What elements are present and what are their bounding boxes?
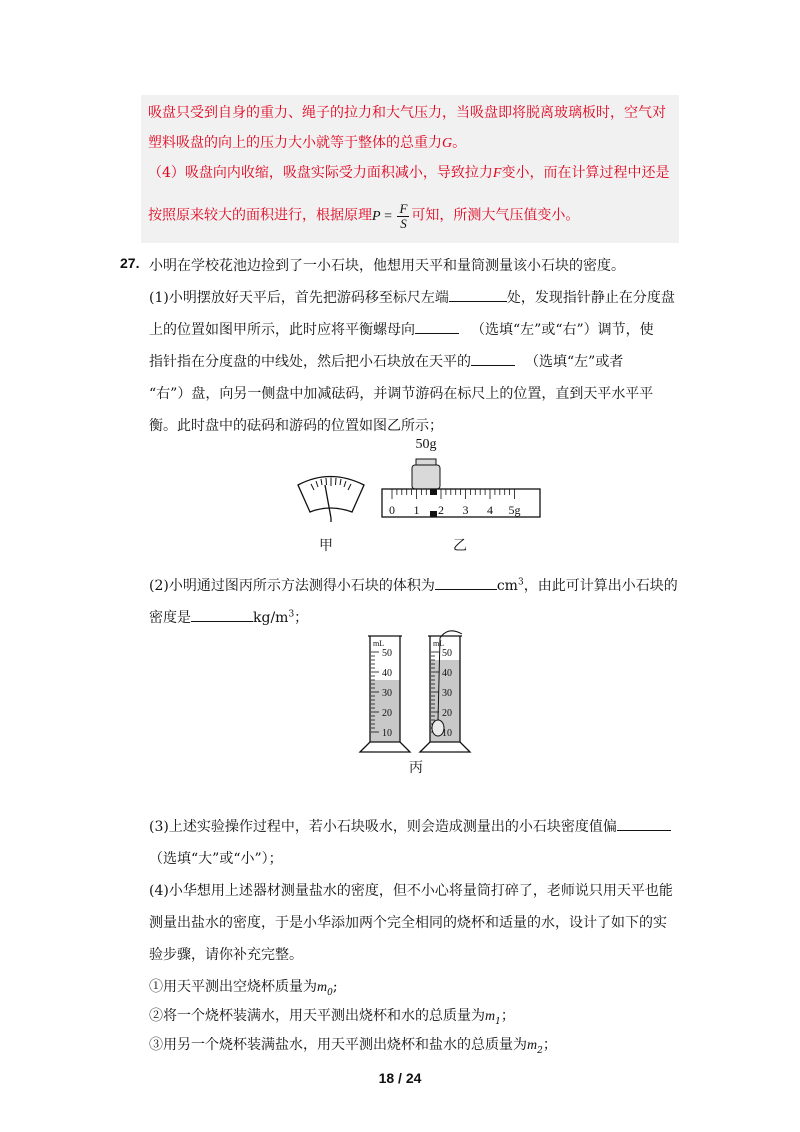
text: 处，发现指针静止在分度盘 [506,290,675,306]
page-number [0,1070,800,1086]
cylinder-figure [356,630,476,778]
ruler-tick-label: 0 [389,503,395,517]
text: 密度是 [149,610,191,626]
question-stem: 小明在学校花池边捡到了一小石块，他想用天平和量筒测量该小石块的密度。 [149,258,625,274]
variable-G: G [442,136,453,151]
formula-denominator: S [400,216,407,231]
answer-line-3 [148,162,669,182]
answer-blank[interactable] [435,575,497,590]
cylinder-tick-label: 40 [442,668,452,679]
page-total: 24 [405,1070,422,1086]
label-yi: 乙 [453,538,467,554]
part4-line2: 测量出盐水的密度，于是小华添加两个完全相同的烧杯和适量的水，设计了如下的实 [149,915,667,931]
text: ③用另一个烧杯装满盐水，用天平测出烧杯和盐水的总质量为 [149,1037,527,1053]
answer-blank[interactable] [191,607,253,622]
balance-figure [290,430,550,555]
ruler-tick-label: 3 [462,503,469,517]
text: ; [332,979,338,995]
answer-blank[interactable] [449,287,507,302]
variable-m: m [527,1038,538,1053]
page-separator: / [398,1070,402,1086]
variable-m: m [317,980,328,995]
text: 上的位置如图甲所示，此时应将平衡螺母向 [149,322,415,338]
text: ，由此可计算出小石块的 [523,578,678,594]
text: ； [542,1037,557,1053]
part3-line1 [149,816,671,836]
weight-label: 50g [415,437,437,452]
part2-line1 [149,575,678,595]
text: (1)小明摆放好天平后，首先把游码移至标尺左端 [149,290,449,306]
subscript: 2 [537,1045,543,1056]
ruler-tick-label: 5g [508,503,521,517]
part4-line1: (4)小华想用上述器材测量盐水的密度，但不小心将量筒打碎了，老师说只用天平也能 [149,883,673,899]
part3-line2: （选填“大”或“小”）； [149,851,283,867]
subscript: 0 [327,987,333,998]
text: ①用天平测出空烧杯质量为 [149,979,317,995]
answer-text: 可知，所测大气压值变小。 [411,207,580,224]
cylinder-tick-label: 50 [382,648,392,659]
formula-fraction [397,202,409,231]
text: 指针指在分度盘的中线处，然后把小石块放在天平的 [149,354,471,370]
cylinder-tick-label: 10 [442,728,452,739]
cylinder-tick-label: 50 [442,648,452,659]
text: (3)上述实验操作过程中，若小石块吸水，则会造成测量出的小石块密度值偏 [149,819,617,835]
question-number: 27. [120,255,140,271]
ruler-tick-label: 1 [413,503,420,517]
answer-text: 。 [452,135,467,151]
answer-text: 塑料吸盘的向上的压力大小就等于整体的总重力 [148,135,442,151]
part1-line5: 衡。此时盘中的砝码和游码的位置如图乙所示； [149,418,443,434]
answer-blank[interactable] [471,351,515,366]
formula [372,201,411,231]
ruler-tick-label: 2 [438,503,444,517]
label-bing: 丙 [409,760,423,776]
unit-kg-m: kg/m [253,610,289,626]
superscript: 3 [517,577,524,588]
step-2 [149,1005,515,1027]
page-current: 18 [378,1070,395,1086]
cylinder-unit-left: mL [373,639,385,648]
formula-numerator: F [399,201,408,216]
text: ②将一个烧杯装满水，用天平测出烧杯和水的总质量为 [149,1008,485,1024]
cylinder-tick-label: 40 [382,668,392,679]
step-1 [149,976,338,998]
answer-line-2 [148,132,466,152]
part1-line3 [149,351,623,371]
label-jia: 甲 [319,538,333,554]
part1-line1 [149,287,675,307]
ruler-tick-label: 4 [487,503,493,517]
answer-blank[interactable] [415,319,459,334]
answer-text: 变小，而在计算过程中还是 [501,165,670,181]
part1-line4: “右”）盘，向另一侧盘中加减砝码，并调节游码在标尺上的位置，直到天平水平平 [149,386,654,402]
formula-equals: = [380,208,396,224]
variable-m: m [485,1009,496,1024]
dial-icon [298,477,364,523]
cylinder-tick-label: 30 [382,688,392,699]
cylinder-tick-label: 30 [442,688,452,699]
answer-text: 吸盘只受到自身的重力、绳子的拉力和大气压力，当吸盘即将脱离玻璃板时，空气对 [148,105,666,121]
variable-F: F [492,166,502,181]
text: ； [294,610,309,626]
part4-line3: 验步骤，请你补充完整。 [149,947,303,963]
cylinder-tick-label: 20 [382,708,392,719]
text: (2)小明通过图丙所示方法测得小石块的体积为 [149,578,435,594]
cylinder-tick-label: 20 [442,708,452,719]
unit-cm: cm [496,578,518,594]
cylinder-tick-label: 10 [382,728,392,739]
subscript: 1 [495,1016,501,1027]
answer-text: 按照原来较大的面积进行，根据原理 [148,207,372,224]
part2-line2 [149,607,308,627]
cylinder-unit-right: mL [433,639,445,648]
formula-p: P [372,208,381,224]
text: ； [500,1008,515,1024]
text: （选填“左”或者 [525,354,624,370]
step-3 [149,1034,557,1056]
weight-icon [412,459,440,489]
answer-line-1 [148,102,666,122]
answer-text: （4）吸盘向内收缩，吸盘实际受力面积减小，导致拉力 [148,165,493,181]
part1-line2 [149,319,654,339]
text: （选填“左”或“右”）调节，使 [471,322,654,338]
answer-blank[interactable] [617,816,671,831]
superscript: 3 [288,609,295,620]
answer-line-4 [148,202,579,231]
